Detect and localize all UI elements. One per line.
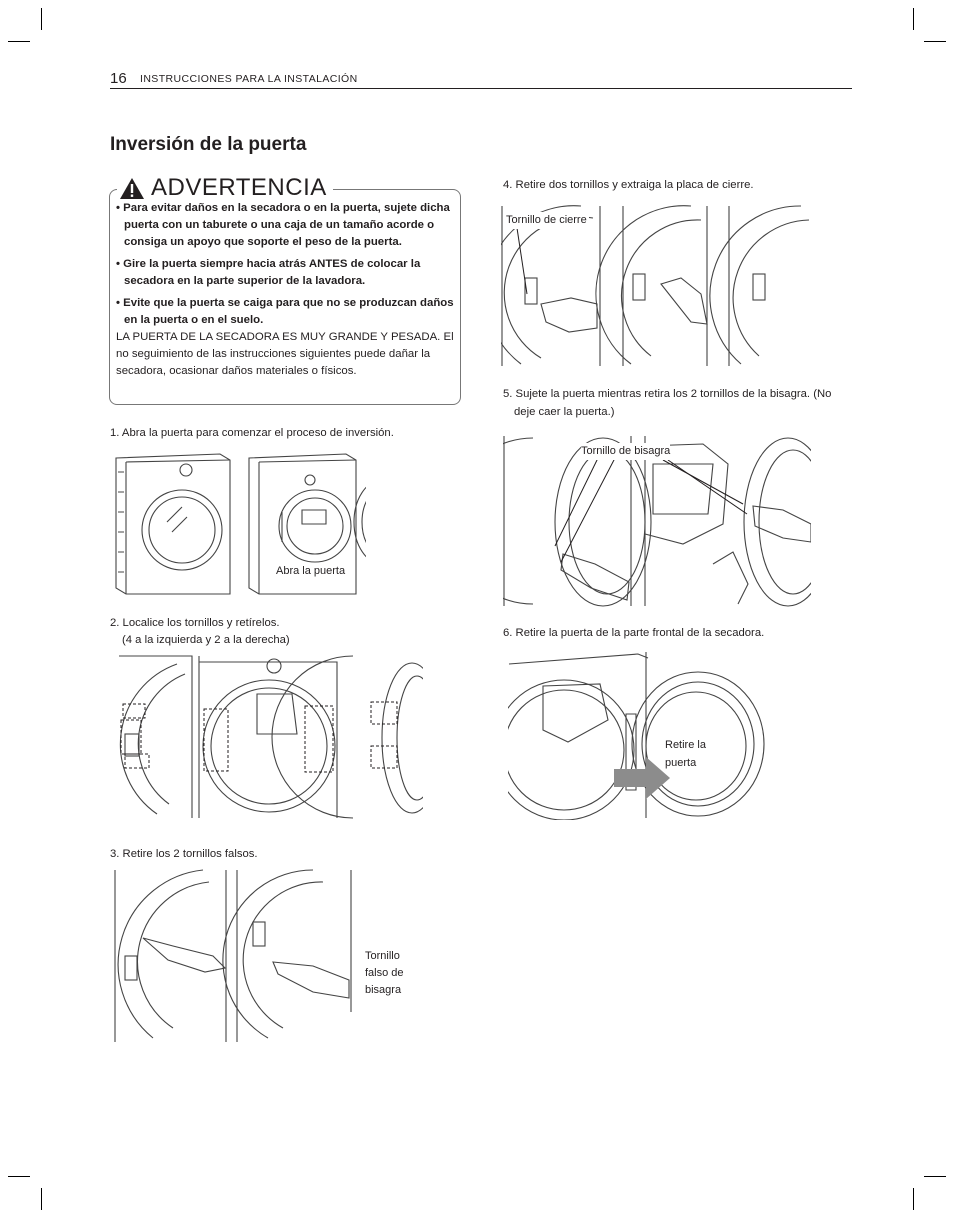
crop-mark (41, 8, 42, 30)
label-fake-screw-1: Tornillo (365, 950, 400, 962)
warning-title: ADVERTENCIA (151, 174, 327, 201)
warning-note: LA PUERTA DE LA SECADORA ES MUY GRANDE Y PESADA. El no seguimiento de las instrucciones siguientes puede dañar la secadora, ocasionar daños materiales o físicos. (116, 331, 454, 377)
crop-mark (8, 41, 30, 42)
crop-mark (8, 1176, 30, 1177)
label-fake-screw-3: bisagra (365, 984, 402, 996)
step-4-text: 4. Retire dos tornillos y extraiga la placa de cierre. (503, 179, 754, 191)
crop-mark (913, 8, 914, 30)
step-2-figure (117, 654, 423, 820)
page-number: 16 (110, 70, 127, 87)
crop-mark (913, 1188, 914, 1210)
step-6-text: 6. Retire la puerta de la parte frontal de la secadora. (503, 627, 765, 639)
label-open-door: Abra la puerta (276, 565, 346, 577)
warning-triangle-icon (119, 177, 145, 200)
label-lock-screw: Tornillo de cierre (506, 212, 589, 229)
label-remove-door-1: Retire la (665, 739, 706, 751)
section-title: INSTRUCCIONES PARA LA INSTALACIÓN (140, 73, 358, 85)
label-fake-screw-2: falso de (365, 967, 404, 979)
crop-mark (41, 1188, 42, 1210)
crop-mark (924, 41, 946, 42)
right-arrow-icon (614, 757, 670, 799)
step-3-text: 3. Retire los 2 tornillos falsos. (110, 848, 258, 860)
warning-bullet: • Evite que la puerta se caiga para que no se produzcan daños en la puerta o en el suelo. (116, 295, 454, 329)
warning-heading (117, 174, 333, 202)
label-hinge-screw: Tornillo de bisagra (581, 443, 670, 460)
warning-bullet: • Gire la puerta siempre hacia atrás ANTES de colocar la secadora en la parte superior de la lavadora. (116, 256, 454, 290)
warning-body (116, 200, 454, 380)
step-2-subtext: (4 a la izquierda y 2 a la derecha) (122, 634, 290, 646)
step-5-text: 5. Sujete la puerta mientras retira los 2 tornillos de la bisagra. (No (503, 388, 832, 400)
step-3-figure (113, 868, 353, 1044)
crop-mark (924, 1176, 946, 1177)
step-2-text: 2. Localice los tornillos y retírelos. (110, 617, 280, 629)
step-5-subtext: deje caer la puerta.) (514, 406, 615, 418)
label-remove-door-2: puerta (665, 757, 697, 769)
header-rule (110, 88, 852, 89)
warning-bullet: • Para evitar daños en la secadora o en la puerta, sujete dicha puerta con un taburete o una caja de un tamaño acorde o consiga un apoyo que soporte el peso de la puerta. (116, 200, 454, 251)
step-1-text: 1. Abra la puerta para comenzar el proceso de inversión. (110, 427, 394, 439)
step-5-figure (503, 434, 811, 608)
page-title: Inversión de la puerta (110, 134, 307, 155)
